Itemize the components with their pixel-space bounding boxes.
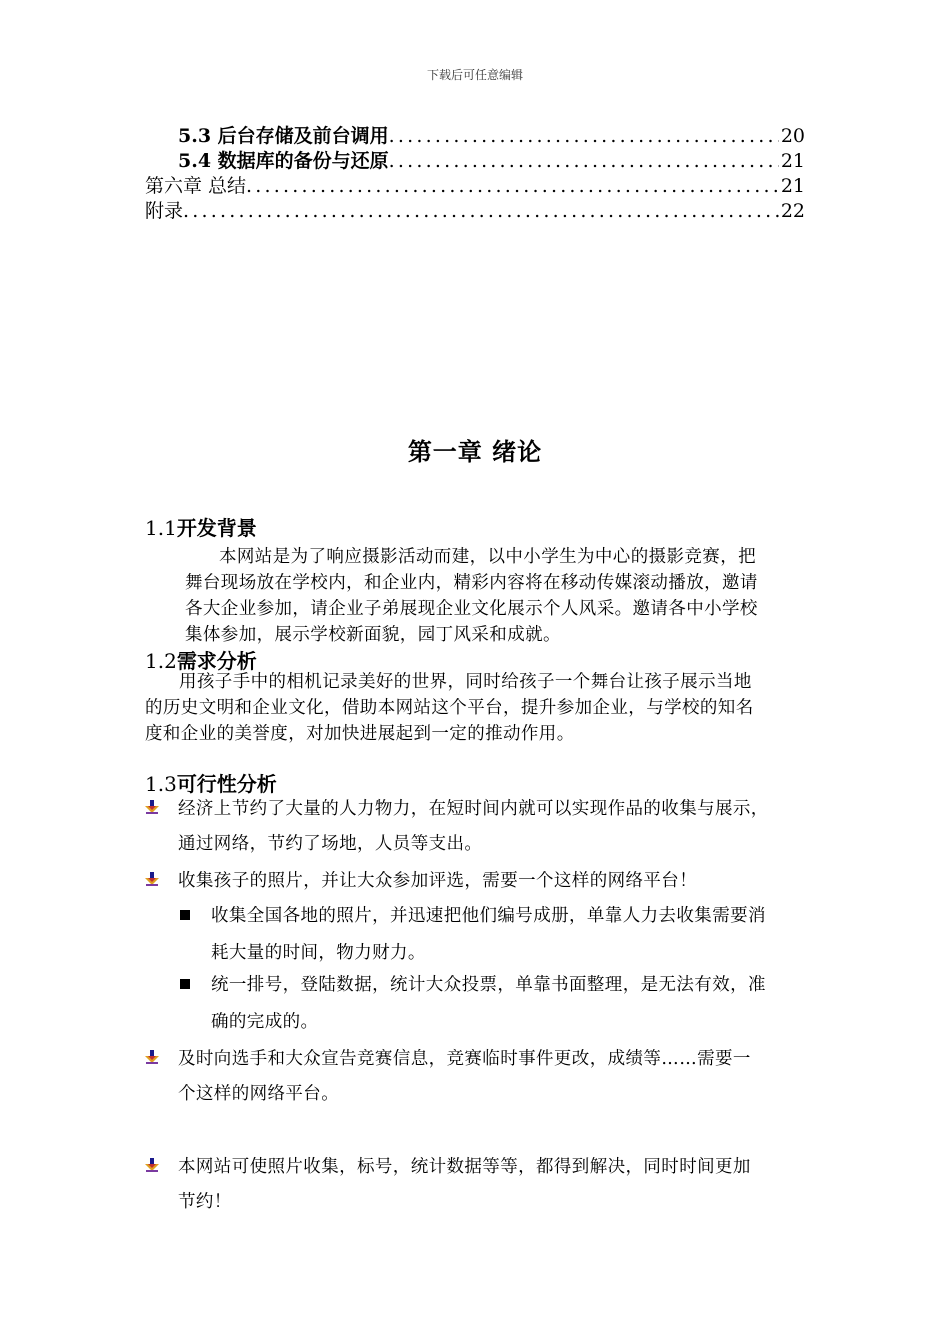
toc-entry-page: 20 [780,125,805,147]
arrow-down-bullet-icon [145,1050,159,1064]
arrow-down-bullet-icon [145,1158,159,1172]
toc-entry-page: 21 [780,175,805,197]
toc-leader-dots [389,124,779,149]
chapter-title: 第一章 绪论 [407,437,543,466]
toc-entry[interactable] [145,174,805,199]
toc-entry-label: 5.4 数据库的备份与还原 [178,150,389,172]
paragraph-line: 的历史文明和企业文化，借助本网站这个平台，提升参加企业，与学校的知名 [145,698,754,718]
toc-entry-label: 5.3 后台存储及前台调用 [178,125,389,147]
arrow-down-bullet-icon [145,872,159,886]
bullet-line: 通过网络，节约了场地，人员等支出。 [178,834,483,854]
section-title: 可行性分析 [176,772,277,796]
bullet-line: 节约！ [178,1192,232,1212]
section-number: 1.1 [145,516,177,540]
paragraph-line: 各大企业参加，请企业子弟展现企业文化展示个人风采。邀请各中小学校 [185,599,758,619]
sub-bullet-item [211,902,766,964]
section-title: 需求分析 [176,649,257,673]
bullet-item [178,1153,751,1213]
section-heading [145,512,257,541]
bullet-item [178,867,697,892]
arrow-down-bullet-icon [145,800,159,814]
section-paragraph [185,544,815,648]
paragraph-line: 度和企业的美誉度，对加快进展起到一定的推动作用。 [145,724,575,744]
toc-entry[interactable] [178,149,805,174]
bullet-line: 经济上节约了大量的人力物力，在短时间内就可以实现作品的收集与展示， [178,799,769,819]
section-number: 1.3 [145,772,177,796]
bullet-line: 及时向选手和大众宣告竞赛信息，竞赛临时事件更改，成绩等……需要一 [178,1049,751,1069]
paragraph-line: 集体参加，展示学校新面貌，园丁风采和成就。 [185,625,561,645]
toc-entry[interactable] [145,199,805,224]
header-note: 下载后可任意编辑 [426,68,523,82]
section-heading [145,768,277,797]
bullet-item [178,1045,751,1105]
toc-leader-dots [389,149,779,174]
toc-entry-label: 第六章 总结 [145,175,247,197]
bullet-line: 耗大量的时间，物力财力。 [211,943,426,963]
toc-entry-page: 21 [780,150,805,172]
section-number: 1.2 [145,649,177,673]
bullet-item [178,795,769,855]
square-bullet-icon [180,910,190,920]
toc-leader-dots [183,199,779,224]
bullet-line: 统一排号，登陆数据，统计大众投票，单靠书面整理，是无法有效，准 [211,975,766,995]
paragraph-line: 本网站是为了响应摄影活动而建，以中小学生为中心的摄影竞赛，把 [219,547,756,567]
bullet-line: 本网站可使照片收集，标号，统计数据等等，都得到解决，同时时间更加 [178,1157,751,1177]
toc-entry-page: 22 [780,200,805,222]
bullet-line: 确的完成的。 [211,1012,319,1032]
paragraph-line: 舞台现场放在学校内，和企业内，精彩内容将在移动传媒滚动播放，邀请 [185,573,758,593]
bullet-line: 个这样的网络平台。 [178,1084,340,1104]
paragraph-line: 用孩子手中的相机记录美好的世界，同时给孩子一个舞台让孩子展示当地 [179,672,752,692]
section-paragraph [145,669,815,747]
square-bullet-icon [180,979,190,989]
sub-bullet-item [211,971,766,1033]
toc-entry-label: 附录 [145,200,184,222]
bullet-line: 收集孩子的照片，并让大众参加评选，需要一个这样的网络平台！ [178,871,698,891]
toc-leader-dots [246,174,779,199]
toc-entry[interactable] [178,124,805,149]
bullet-line: 收集全国各地的照片，并迅速把他们编号成册，单靠人力去收集需要消 [211,906,766,926]
section-title: 开发背景 [176,516,257,540]
